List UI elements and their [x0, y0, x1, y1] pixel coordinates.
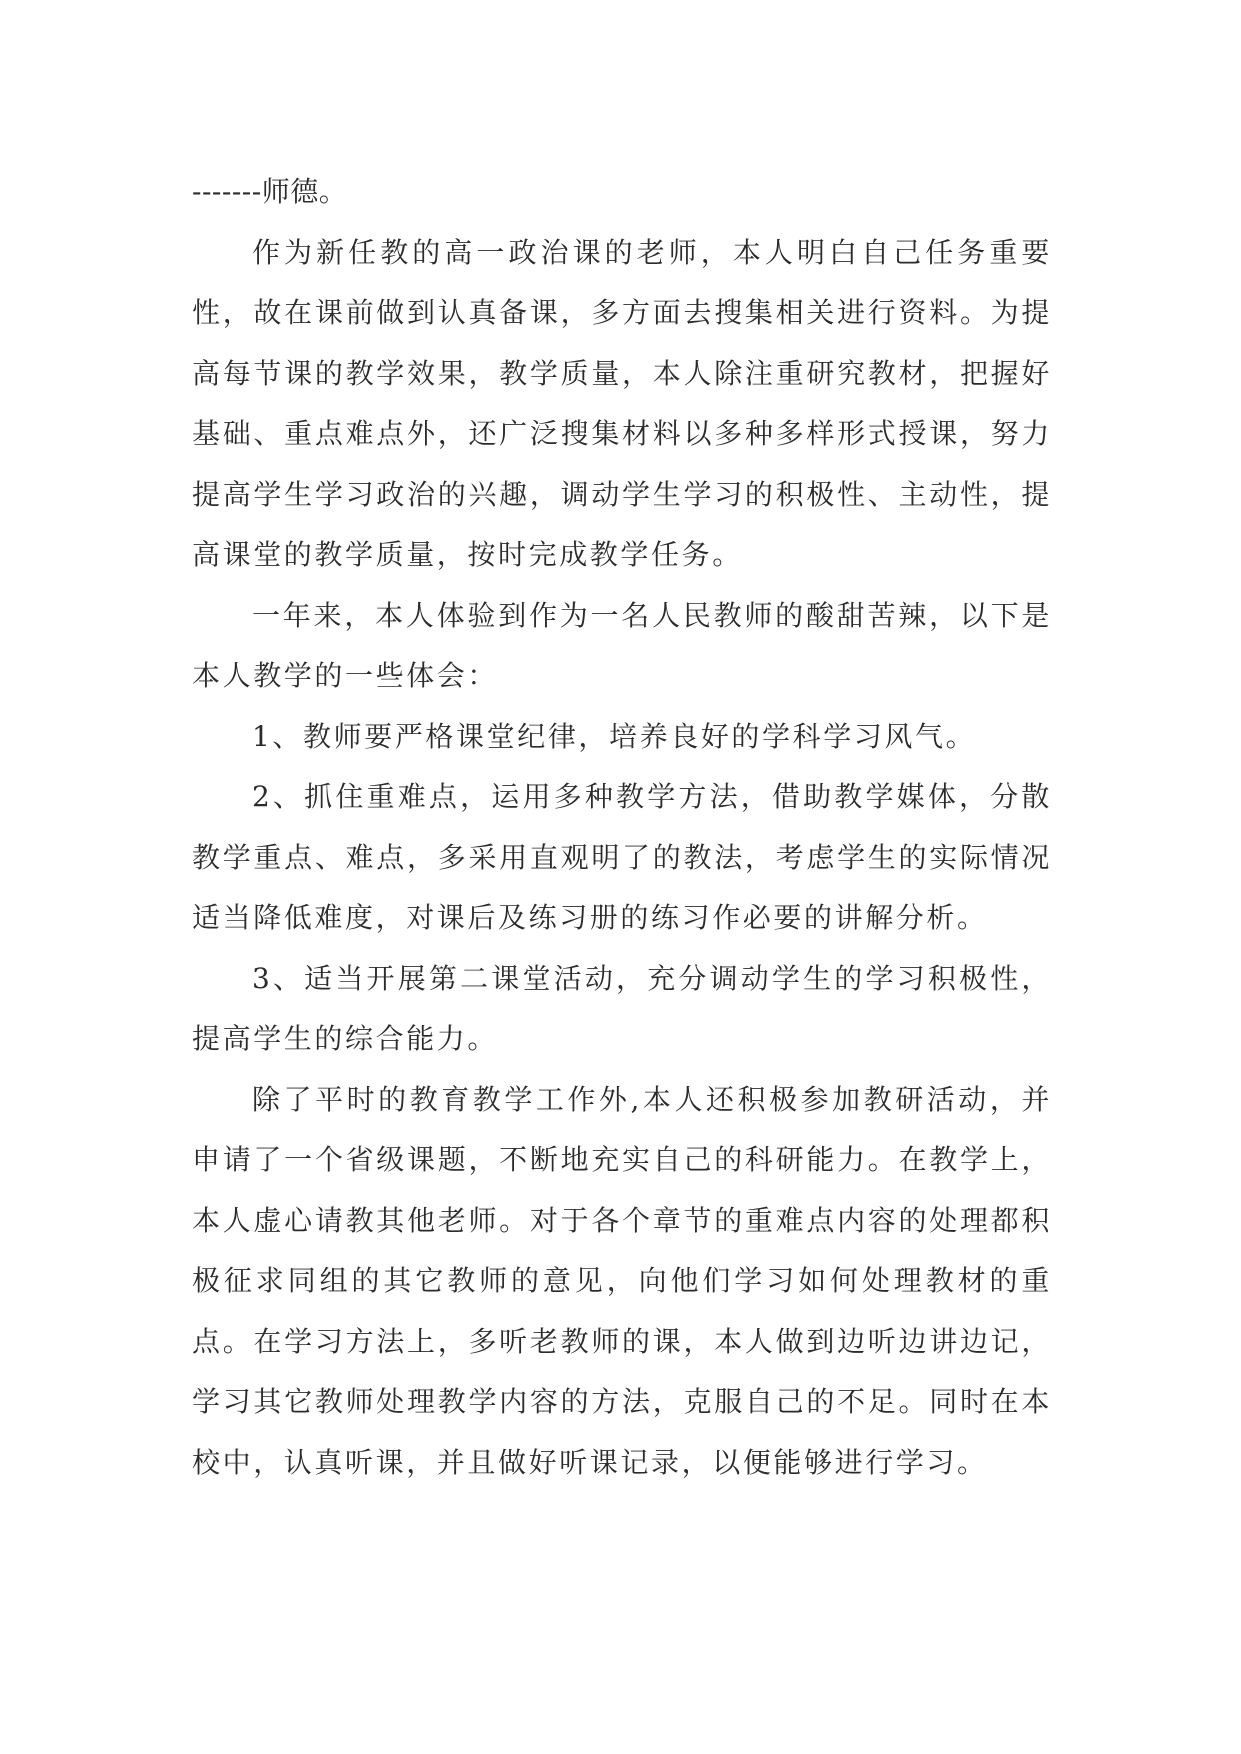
paragraph-3: 一年来，本人体验到作为一名人民教师的酸甜苦辣，以下是本人教学的一些体会：: [192, 598, 1052, 692]
paragraph-6: 3、适当开展第二课堂活动，充分调动学生的学习积极性，提高学生的综合能力。: [192, 961, 1052, 1055]
paragraph-4: 1、教师要严格课堂纪律，培养良好的学科学习风气。: [252, 719, 977, 753]
paragraph-1: -------师德。: [192, 175, 348, 208]
document-body: [192, 162, 1052, 1493]
paragraph-2: 作为新任教的高一政治课的老师，本人明白自己任务重要性，故在课前做到认真备课，多方面去搜集相关进行资料。为提高每节课的教学效果，教学质量，本人除注重研究教材，把握好基础、重点难点外，还广泛搜集材料以多种多样形式授课，努力提高学生学习政治的兴趣，调动学生学习的积极性、主动性，提高课堂的教学质量，按时完成教学任务。: [192, 235, 1052, 571]
paragraph-5: 2、抓住重难点，运用多种教学方法，借助教学媒体，分散教学重点、难点，多采用直观明了的教法，考虑学生的实际情况适当降低难度，对课后及练习册的练习作必要的讲解分析。: [192, 780, 1052, 934]
paragraph-7: 除了平时的教育教学工作外,本人还积极参加教研活动，并申请了一个省级课题，不断地充实自己的科研能力。在教学上，本人虚心请教其他老师。对于各个章节的重难点内容的处理都积极征求同组的其它教师的意见，向他们学习如何处理教材的重点。在学习方法上，多听老教师的课，本人做到边听边讲边记，学习其它教师处理教学内容的方法，克服自己的不足。同时在本校中，认真听课，并且做好听课记录，以便能够进行学习。: [192, 1082, 1052, 1479]
